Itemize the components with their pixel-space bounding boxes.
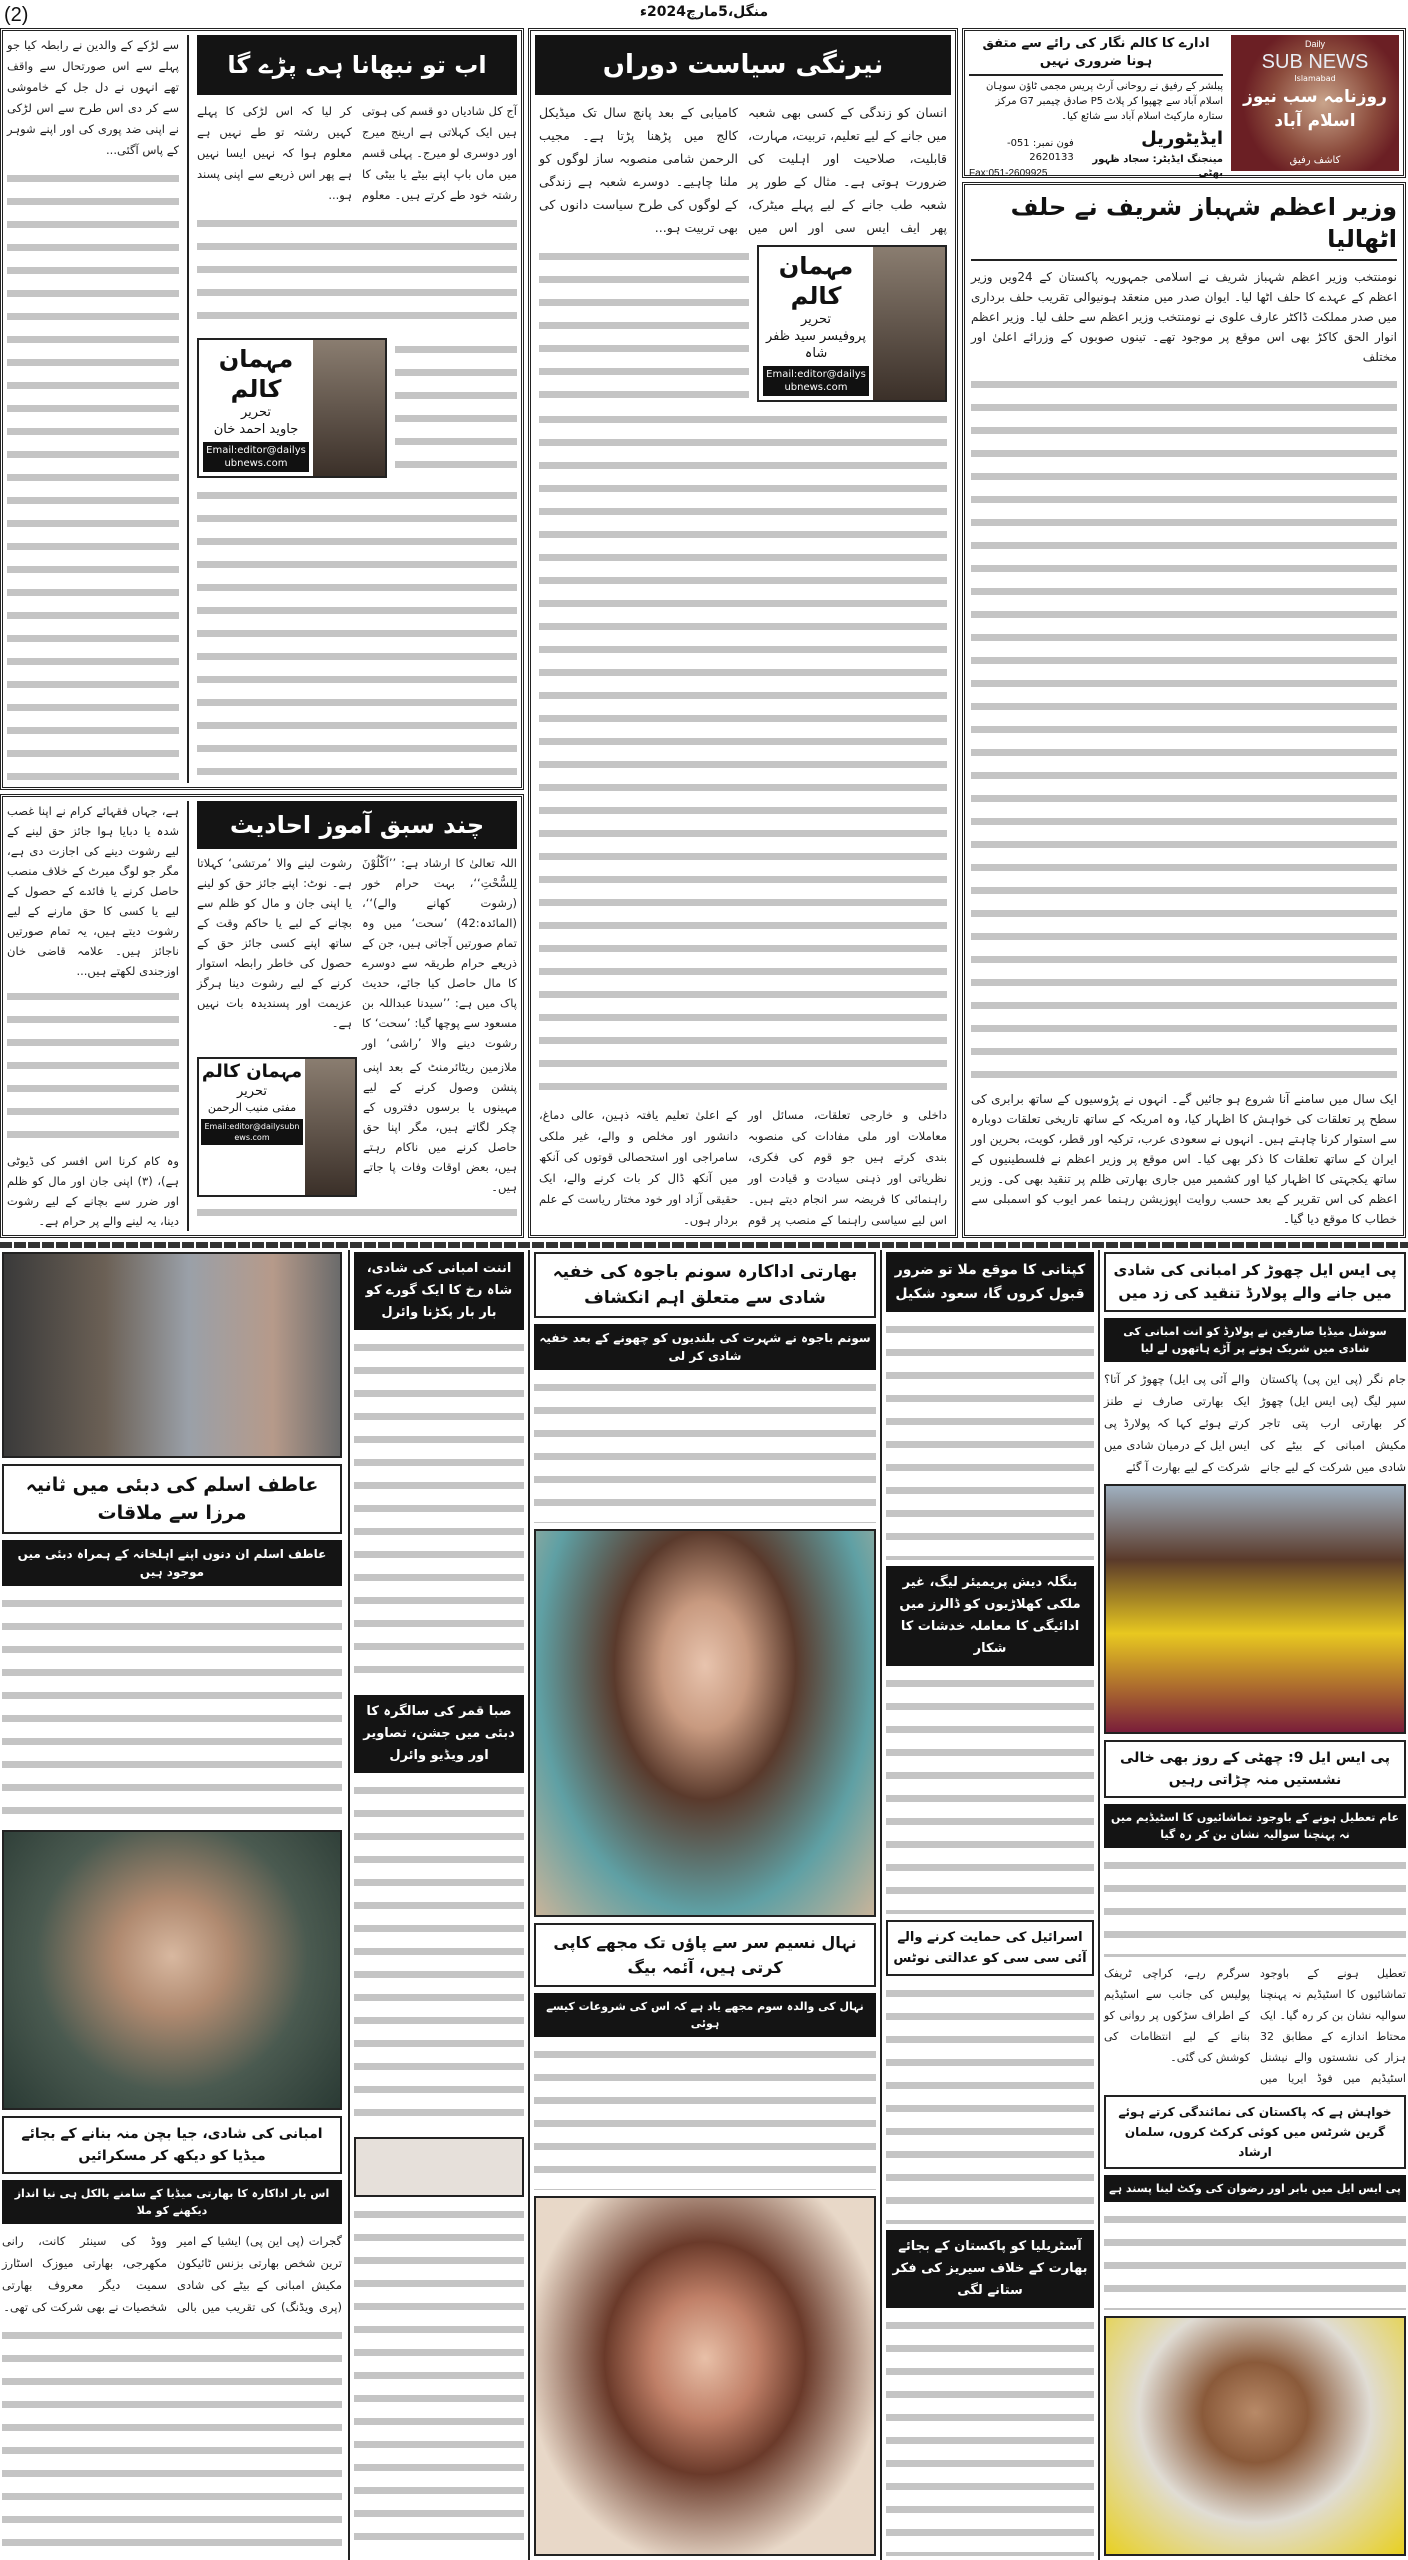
lead-ending: ایک سال میں سامنے آنا شروع ہو جائیں گے۔ انہوں نے پڑوسیوں کے ساتھ برابری کی سطح پر تعلقات کی خواہش کا اظہار کیا، وہ امریکہ کے ساتھ تاریخی تعلقات دوبارہ سے استوار کرنا چاہتے ہیں۔ انہوں نے سعودی عرب، ترکیہ اور قطر، کویت، بحرین اور ایران کے ساتھ تعلقات کا ذکر بھی کیا۔ اس موقع پر وزیر اعظم نے فلسطینیوں کے ساتھ یکجہتی کا اظہار کیا اور کشمیر میں جاری بھارتی ظلم پر تنقید بھی کی۔ وزیر اعظم کی اس تقریر کے بعد حسب روایت اپوزیشن رہنما عمر ایوب کو اسمبلی سے خطاب کا موقع دیا گیا۔ xyxy=(971,1092,1397,1226)
pollard-subheadline: سوشل میڈیا صارفین نے پولارڈ کو انت امبانی کی شادی میں شریک ہونے پر آڑے ہاتھوں لے لیا xyxy=(1104,1318,1406,1362)
psl9-body: تعطیل ہونے کے باوجود تماشائیوں کا اسٹیڈیم نہ پہنچنا سوالیہ نشان بن کر رہ گیا۔ ایک محتاط اندازے کے مطابق 32 ہزار کی نشستوں والے نیشنل اسٹیڈیم میں فوڈ ایریا میں سرگرم رہے، کراچی ٹریفک پولیس کی جانب سے اسٹیڈیم کے اطراف سڑکوں پر روانی کو بنانے کے لیے انتظامات کی کوشش کی گئی۔ xyxy=(1104,1966,1406,2085)
column-title: نیرنگی سیاست دوراں xyxy=(535,35,951,95)
author-box: مہمان کالم تحریر پروفیسر سید ظفر شاہ Email:editor@dailysubnews.com xyxy=(757,245,947,402)
column-nibhana xyxy=(0,28,524,790)
column-ending: داخلی و خارجی تعلقات، مسائل اور معاملات اور ملی مفادات کی منصوبہ بندی کرتے ہیں جو قوم کی فکری، نظریاتی اور ذہنی سیادت و قیادت اور راہنمائی کا فریضہ سر انجام دیتے ہیں۔ اس لیے سیاسی راہنما کے منصب پر قوم کے اعلیٰ تعلیم یافتہ ذہین، عالی دماغ، دانشور اور مخلص و والے، غیر ملکی سامراجی اور استحصالی قوتوں کی آنکھ میں آنکھ ڈال کر بات کرنے والے، ایک حقیقی آزاد اور خود مختار ریاست کے علم بردار ہوں۔ xyxy=(539,1108,947,1227)
jaya-bachchan-photo xyxy=(2,1830,342,2110)
publisher-info: پبلشر کے رفیق نے روحانی آرٹ پریس مجمی ٹاؤن سوہان اسلام آباد سے چھپوا کر پلاٹ P5 صادق چیمبر G7 مرکز ستارہ مارکیٹ اسلام آباد سے شائع کیا۔ xyxy=(986,81,1223,122)
atif-headline: عاطف اسلم کی دبئی میں ثانیہ مرزا سے ملاقات xyxy=(2,1464,342,1534)
atif-subheadline: عاطف اسلم ان دنوں اپنے اہلخانہ کے ہمراہ دبئی میں موجود ہیں xyxy=(2,1540,342,1586)
column-body: اللہ تعالیٰ کا ارشاد ہے: ’’اَکّٰلُوْنَ لِلسُّحْتِ‘‘، بہت حرام خور (رشوت کھانے والے)‘‘، (المائدہ:42) ’سحت‘ میں وہ تمام صورتیں آجاتی ہیں، جن کے ذریعے حرام طریقہ سے دوسرے کا مال حاصل کیا جائے، حدیث پاک میں ہے: ’’سیدنا عبداللہ بن مسعود سے پوچھا گیا: ’سحت‘ کا رشوت دینے والا ’راشی‘ اور رشوت لینے والا ’مرتشی‘ کہلاتا ہے۔ نوٹ: اپنے جائز حق کو لینے یا اپنی جان و مال کو ظلم سے بچانے کے لیے یا حاکم وقت کے ساتھ اپنے کسی جائز حق کے حصول کی خاطر رابطہ استوار کرنے کے لیے رشوت دینا ہرگز عزیمت اور پسندیدہ بات نہیں ہے۔ xyxy=(197,856,517,1050)
salman-subheadline: پی ایس ایل میں بابر اور رضوان کی وکٹ لینا پسند ہے xyxy=(1104,2175,1406,2202)
editorial-label: ایڈیٹوریل xyxy=(1141,128,1223,149)
managing-editor: مینجنگ ایڈیٹر: سجاد ظہور بھٹی xyxy=(1092,154,1223,179)
masthead xyxy=(962,28,1406,178)
aima-subheadline: نہال کی والدہ سوم مجھے یاد ہے کہ اس کی شروعات کیسے ہوئی xyxy=(534,1993,876,2037)
lead-headline: وزیر اعظم شہباز شریف نے حلف اٹھالیا xyxy=(971,191,1397,261)
column-title: اب تو نبھانا ہی پڑے گا xyxy=(197,35,517,95)
news-column-1 xyxy=(2,1252,342,2556)
sonam-subheadline: سونم باجوہ نے شہرت کی بلندیوں کو چھونے کے بعد خفیہ شادی کر لی xyxy=(534,1324,876,1370)
column-body: انسان کو زندگی کے کسی بھی شعبہ میں جانے کے لیے تعلیم، تربیت، مہارت، قابلیت، صلاحیت اور اہلیت کی ضرورت ہوتی ہے۔ مثال کے طور پر شعبہ طب جانے کے لیے پہلے میٹرک، پھر ایف ایس سی اور اس میں کامیابی کے بعد پانچ سال تک میڈیکل کالج میں پڑھنا پڑتا ہے۔ مجیب الرحمن شامی منصوبہ ساز لوگوں کو ملنا چاہیے۔ دوسرے شعبہ ہے زندگی کے لوگوں کی طرح سیاست دانوں کی بھی تربیت ہو... xyxy=(539,105,947,235)
salman-headline: خواہش ہے کہ پاکستان کی نمائندگی کرتے ہوئے گرین شرٹس میں کوئی کرکٹ کروں، سلمان ارشاد xyxy=(1104,2095,1406,2169)
column-side: سے لڑکے کے والدین نے رابطہ کیا جو پہلے سے اس صورتحال سے واقف تھے انہوں نے دل جل کے خاموشی سے کر دی اس طرح سے اس لڑکی نے اپنی ضد پوری کی اور اپنے شوہر کے پاس آگئی... xyxy=(7,38,179,157)
jaya-headline: امبانی کی شادی، جیا بچن منہ بنانے کے بجائے میڈیا کو دیکھ کر مسکرائیں xyxy=(2,2116,342,2174)
issue-date: منگل،5مارچ2024ء xyxy=(639,4,769,20)
author-photo xyxy=(305,1059,355,1195)
author-box: مہمان کالم تحریر مفتی منیب الرحمن Email:editor@dailysubnews.com xyxy=(197,1057,357,1197)
column-ahadees xyxy=(0,794,524,1238)
author-box: مہمان کالم تحریر جاوید احمد خان Email:editor@dailysubnews.com xyxy=(197,338,387,478)
aima-baig-photo xyxy=(534,2196,876,2556)
jaya-subheadline: اس بار اداکارہ کا بھارتی میڈیا کے سامنے بالکل ہی نیا انداز دیکھنے کو ملا xyxy=(2,2180,342,2224)
column-side-ending: وہ کام کرنا اس افسر کی ڈیوٹی ہے)، (۳) اپنی جان اور مال کو ظلم اور ضرر سے بچانے کے لیے رشوت دینا، یہ لینے والے پر حرام ہے۔ xyxy=(7,1154,179,1228)
psl9-subheadline: عام تعطیل ہونے کے باوجود تماشائیوں کا اسٹیڈیم میں نہ پہنچنا سوالیہ نشان بن کر رہ گیا xyxy=(1104,1804,1406,1848)
column-nairangi xyxy=(528,28,958,1238)
sonam-headline: بھارتی اداکارہ سونم باجوہ کی خفیہ شادی سے متعلق اہم انکشاف xyxy=(534,1252,876,1318)
pollard-photo xyxy=(1104,1484,1406,1734)
fax-number: Fax:051-2609925 xyxy=(969,168,1048,179)
masthead-text xyxy=(969,35,1223,179)
aima-headline: نہال نسیم سر سے پاؤں تک مجھے کاپی کرتی ہیں، آئمہ بیگ xyxy=(534,1923,876,1987)
author-photo xyxy=(313,340,385,476)
lead-article xyxy=(962,182,1406,1238)
disclaimer: ادارے کا کالم نگار کی رائے سے متفق ہونا ضروری نہیں xyxy=(969,35,1223,76)
news-column-5 xyxy=(1104,1252,1406,2556)
column-side: ہے، جہاں فقہائے کرام نے اپنا غصب شدہ یا دبایا ہوا جائز حق لینے کے لیے رشوت دینے کی اجازت دی ہے، مگر جو لوگ میرٹ کے خلاف منصب حاصل کرنے یا فائدے کے حصول کے لیے یا کسی کا حق مارنے کے لیے رشوت دیتے ہیں، یہ تمام صورتیں ناجائز ہیں۔ علامہ قاضی خان اوزجندی لکھتے ہیں... xyxy=(7,804,179,978)
saba-headline: صبا قمر کی سالگرہ کا دبئی میں جشن، تصاویر اور ویڈیو وائرل xyxy=(354,1695,524,1773)
column-body: آج کل شادیاں دو قسم کی ہوتی ہیں ایک کہلاتی ہے ارینج میرج اور دوسری لو میرج۔ پہلی قسم میں ماں باپ اپنے بیٹے یا بیٹی کا رشتہ خود طے کرتے ہیں۔ معلوم کر لیا کہ اس لڑکی کا پہلے کہیں رشتہ تو طے نہیں ہے معلوم ہوا کہ نہیں ایسا نہیں ہے پھر اس ذریعے سے اپنی پسند ہو... xyxy=(197,104,517,202)
australia-headline: آسٹریلیا کو پاکستان کے بجائے بھارت کے خلاف سیریز کی فکر ستانے لگی xyxy=(886,2230,1094,2308)
pollard-body: جام نگر (پی این پی) پاکستان سپر لیگ (پی ایس ایل) چھوڑ کر بھارتی ارب پتی تاجر مکیش امبانی کے بیٹے کی شادی میں شرکت کے لیے جانے والے آئی پی ایل) چھوڑ کر آتا؟ ایک بھارتی صارف نے طنز کرتے ہوئے کہا کہ پولارڈ پی ایس ایل کے درمیان شادی میں شرکت کے لیے بھارت آ گئے xyxy=(1104,1372,1406,1474)
newspaper-logo: Daily SUB NEWS Islamabad روزنامہ سب نیوز اسلام آباد کاشف رفیق xyxy=(1231,35,1399,171)
column-title: چند سبق آموز احادیث xyxy=(197,801,517,849)
lead-body: نومنتخب وزیر اعظم شہباز شریف نے اسلامی جمہوریہ پاکستان کے 24ویں وزیر اعظم کے عہدے کا حلف اٹھا لیا۔ ایوان صدر میں منعقد ہونیوالی تقریب حلف برداری میں صدر مملکت ڈاکٹر عارف علوی نے نومنتخب وزیر اعظم سے حلف لیا۔ وزیر اعظم انوار الحق کاکڑ بھی اس موقع پر موجود تھے۔ تینوں صوبوں کے وزرائے اعلیٰ اور مختلف xyxy=(971,270,1398,364)
atif-aslam-photo xyxy=(2,1252,342,1458)
psl9-headline: پی ایس ایل 9: چھٹی کے روز بھی خالی نشستیں منہ چڑاتی رہیں xyxy=(1104,1740,1406,1798)
phone-number: فون نمبر: 051-2620133 xyxy=(1006,138,1074,163)
author-photo xyxy=(873,247,945,400)
pollard-headline: پی ایس ایل چھوڑ کر امبانی کی شادی میں جانے والے پولارڈ تنقید کی زد میں xyxy=(1104,1252,1406,1312)
jaya-body: گجرات (پی این پی) ایشیا کے امیر ترین شخص بھارتی بزنس ٹائیکون مکیش امبانی کے بیٹے کی شادی (پری ویڈنگ) کی تقریب میں بالی ووڈ کی سینئر کانت، رانی مکھرجی، بھارتی میوزک اسٹارز سمیت دیگر معروف بھارتی شخصیات نے بھی شرکت کی تھی۔ xyxy=(2,2234,342,2314)
salman-irshad-photo xyxy=(1104,2316,1406,2556)
anant-headline: اننت امبانی کی شادی، شاہ رخ کا ایک گورے کو بار بار پکڑنا وائرل xyxy=(354,1252,524,1330)
bpl-headline: بنگلہ دیش پریمیئر لیگ، غیر ملکی کھلاڑیوں کو ڈالرز میں ادائیگی کا معاملہ خدشات کا شکار xyxy=(886,1566,1094,1666)
page-number: (2) xyxy=(4,4,29,26)
news-column-2 xyxy=(354,1252,524,2556)
saud-headline: کپتانی کا موقع ملا تو ضرور قبول کروں گا، سعود شکیل xyxy=(886,1252,1094,1312)
news-column-3 xyxy=(534,1252,876,2556)
israel-headline: اسرائیل کی حمایت کرنے والے آئی سی سی کو عدالتی نوٹس xyxy=(886,1920,1094,1976)
news-column-4 xyxy=(886,1252,1094,2556)
sonam-photo xyxy=(534,1529,876,1917)
saba-photo xyxy=(354,2137,524,2197)
column-ending: ملازمین ریٹائرمنٹ کے بعد اپنی پنشن وصول کرنے کے لیے مہینوں یا برسوں دفتروں کے چکر لگاتے ہیں، مگر اپنا حق حاصل کرنے میں ناکام رہتے ہیں، بعض اوقات وفات پا جاتے ہیں۔ xyxy=(363,1060,517,1194)
